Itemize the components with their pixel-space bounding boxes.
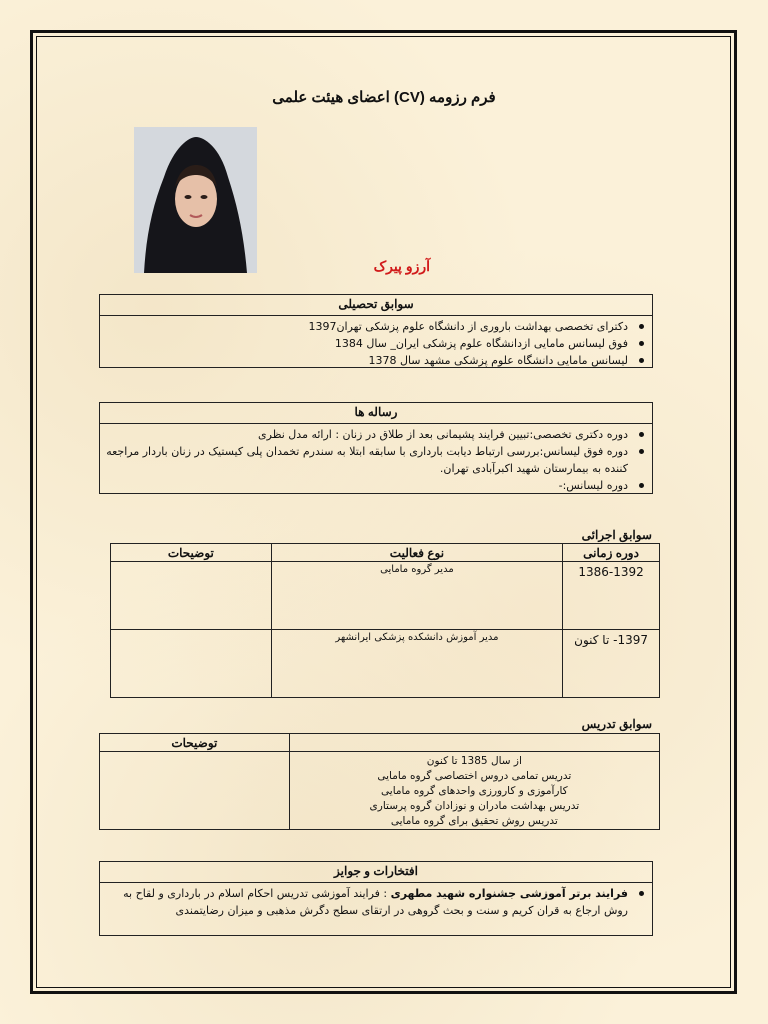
education-heading: سوابق تحصیلی [100, 295, 652, 316]
award-description: : فرایند آموزشی تدریس احکام اسلام در بارداری و لقاح به روش ارجاع به قران کریم و سنت و بحث گروهی در ارتقای سطح دگرش مذهبی و میزان رضایتمندی [123, 887, 628, 917]
activity-cell: مدیر آموزش دانشکده پزشکی ایرانشهر [271, 630, 562, 698]
awards-list [100, 883, 652, 919]
teaching-table [99, 733, 660, 830]
activity-column-header: نوع فعالیت [271, 544, 562, 562]
teaching-line: از سال 1385 تا کنون [426, 755, 522, 767]
activity-cell: مدیر گروه مامایی [271, 562, 562, 630]
notes-column-header: توضیحات [111, 544, 272, 562]
table-row [100, 752, 660, 830]
theses-heading: رساله ها [100, 403, 652, 424]
table-row [111, 562, 660, 630]
notes-cell [111, 562, 272, 630]
period-cell: 1397- تا کنون [563, 630, 660, 698]
list-item: دکترای تخصصی بهداشت باروری از دانشگاه علوم پزشکی تهران1397 [106, 318, 628, 335]
executive-table [110, 543, 660, 698]
awards-heading: افتخارات و جوایز [100, 862, 652, 883]
executive-label: سوابق اجرائی [581, 528, 652, 542]
notes-column-header: توضیحات [100, 734, 290, 752]
list-item: دوره لیسانس:- [106, 477, 628, 494]
teaching-line: تدریس تمامی دروس اختصاصی گروه مامایی [377, 770, 572, 782]
period-column-header: دوره زمانی [563, 544, 660, 562]
teaching-line: تدریس روش تحقیق برای گروه مامایی [390, 815, 558, 827]
education-box [99, 294, 653, 368]
awards-box [99, 861, 653, 936]
list-item: لیسانس مامایی دانشگاه علوم پزشکی مشهد سال 1378 [106, 352, 628, 369]
notes-cell [100, 752, 290, 830]
list-item: دوره دکتری تخصصی:تبیین فرایند پشیمانی بعد از طلاق در زنان : ارائه مدل نظری [106, 426, 628, 443]
teaching-line: تدریس بهداشت مادران و نوزادان گروه پرستاری [369, 800, 580, 812]
list-item: فوق لیسانس مامایی ازدانشگاه علوم پزشکی ایران_ سال 1384 [106, 335, 628, 352]
theses-box [99, 402, 653, 494]
teaching-line: کارآموزی و کارورزی واحدهای گروه مامایی [381, 785, 568, 797]
notes-cell [111, 630, 272, 698]
award-title: فرایند برتر آموزشی جشنواره شهید مطهری [390, 887, 628, 900]
teaching-column-header [289, 734, 659, 752]
teaching-lines-cell [289, 752, 659, 830]
education-list [100, 316, 652, 369]
theses-list [100, 424, 652, 494]
table-header-row [111, 544, 660, 562]
table-header-row [100, 734, 660, 752]
list-item [106, 885, 628, 919]
profile-photo [134, 127, 257, 273]
list-item: دوره فوق لیسانس:بررسی ارتباط دیابت بارداری با سابقه ابتلا به سندرم تخمدان پلی کیستیک در زنان باردار مراجعه کننده به بیمارستان شهید اکبرآبادی تهران. [106, 445, 628, 475]
teaching-label: سوابق تدریس [581, 717, 652, 731]
period-cell: 1386-1392 [563, 562, 660, 630]
form-title: فرم رزومه (CV) اعضای هیئت علمی [272, 89, 496, 106]
table-row [111, 630, 660, 698]
person-name: آرزو پیرک [373, 258, 430, 274]
